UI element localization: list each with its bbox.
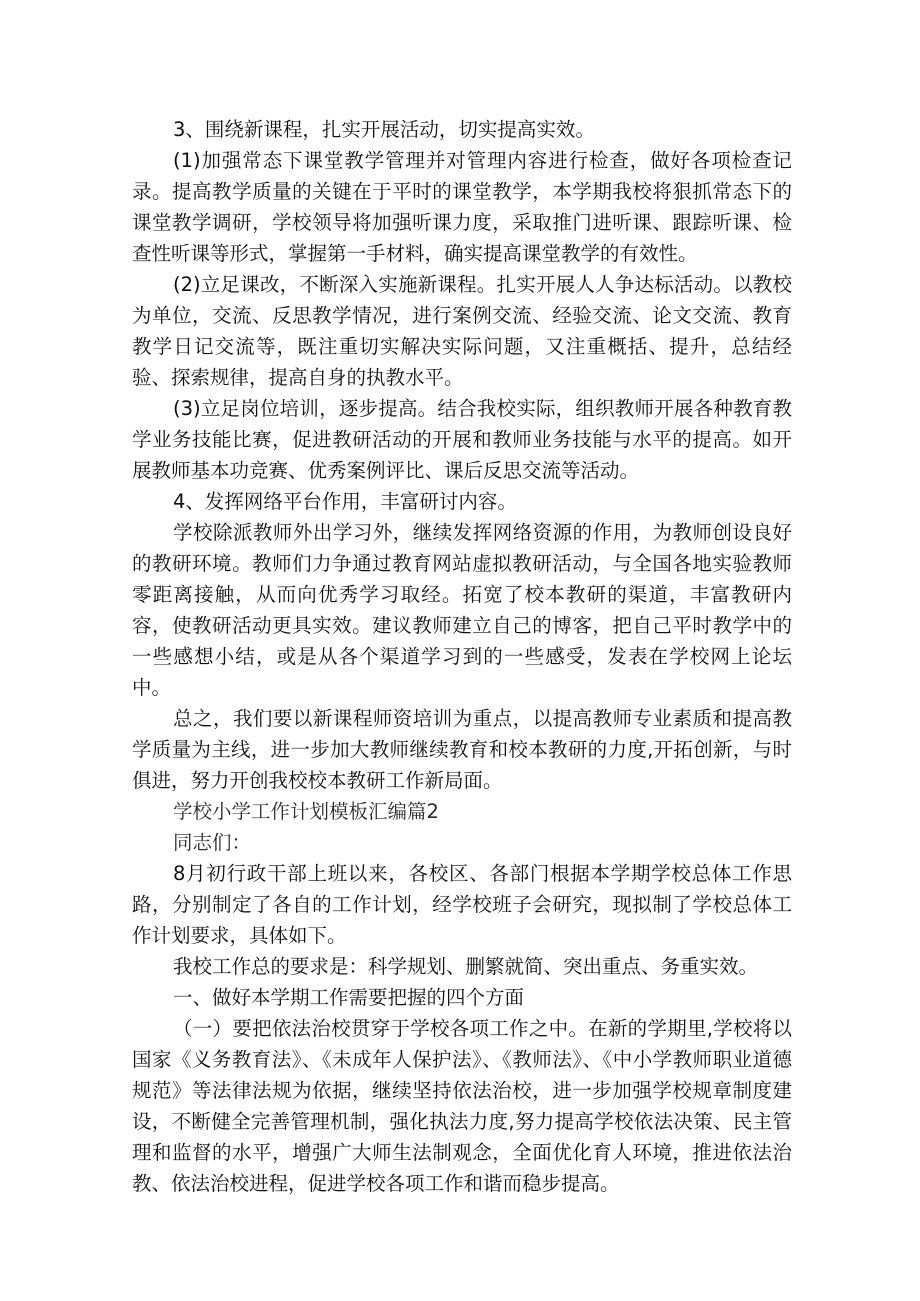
- paragraph-job-training: (3)立足岗位培训，逐步提高。结合我校实际，组织教师开展各种教育教学业务技能比赛，促进教研活动的开展和教师业务技能与水平的提高。如开展教师基本功竞赛、优秀案例评比、课后反思交流等活动。: [132, 397, 792, 482]
- salutation: 同志们：: [173, 831, 252, 854]
- section-title: 学校小学工作计划模板汇编篇2: [173, 800, 439, 823]
- paragraph-curriculum-heading: 3、围绕新课程，扎实开展活动，切实提高实效。: [173, 118, 595, 141]
- paragraph-four-aspects-heading: 一、做好本学期工作需要把握的四个方面: [173, 986, 525, 1009]
- paragraph-network-resources: 学校除派教师外出学习外，继续发挥网络资源的作用，为教师创设良好的教研环境。教师们力争通过教育网站虚拟教研活动，与全国各地实验教师零距离接触，从而向优秀学习取经。拓宽了校本教研的渠道，丰富教研内容，使教研活动更具实效。建议教师建立自己的博客，把自己平时教学中的一些感想小结，或是从各个渠道学习到的一些感受，发表在学校网上论坛中。: [132, 521, 792, 699]
- paragraph-overall-requirement: 我校工作总的要求是：科学规划、删繁就简、突出重点、务重实效。: [173, 955, 759, 978]
- paragraph-rule-of-law: （一）要把依法治校贯穿于学校各项工作之中。在新的学期里,学校将以国家《义务教育法》、《未成年人保护法》、《教师法》、《中小学教师职业道德规范》等法律法规为依据，继续坚持依法治校，进一步加强学校规章制度建设，不断健全完善管理机制，强化执法力度,努力提高学校依法决策、民主管理和监督的水平，增强广大师生法制观念，全面优化育人环境，推进依法治教、依法治校进程，促进学校各项工作和谐而稳步提高。: [132, 1017, 792, 1195]
- paragraph-network-heading: 4、发挥网络平台作用，丰富研讨内容。: [173, 490, 517, 513]
- paragraph-curriculum-reform: (2)立足课改，不断深入实施新课程。扎实开展人人争达标活动。以教校为单位，交流、反思教学情况，进行案例交流、经验交流、论文交流、教育教学日记交流等，既注重切实解决实际问题，又注重概括、提升，总结经验、探索规律，提高自身的执教水平。: [132, 273, 792, 389]
- paragraph-classroom-management: (1)加强常态下课堂教学管理并对管理内容进行检查，做好各项检查记录。提高教学质量的关键在于平时的课堂教学，本学期我校将狠抓常态下的课堂教学调研，学校领导将加强听课力度，采取推门进听课、跟踪听课、检查性听课等形式，掌握第一手材料，确实提高课堂教学的有效性。: [132, 149, 792, 265]
- document-body: [132, 114, 792, 1199]
- paragraph-introduction: 8月初行政干部上班以来，各校区、各部门根据本学期学校总体工作思路，分别制定了各自的工作计划，经学校班子会研究，现拟制了学校总体工作计划要求，具体如下。: [132, 862, 792, 947]
- paragraph-summary: 总之，我们要以新课程师资培训为重点，以提高教师专业素质和提高教学质量为主线，进一步加大教师继续教育和校本教研的力度,开拓创新，与时俱进，努力开创我校校本教研工作新局面。: [132, 707, 792, 792]
